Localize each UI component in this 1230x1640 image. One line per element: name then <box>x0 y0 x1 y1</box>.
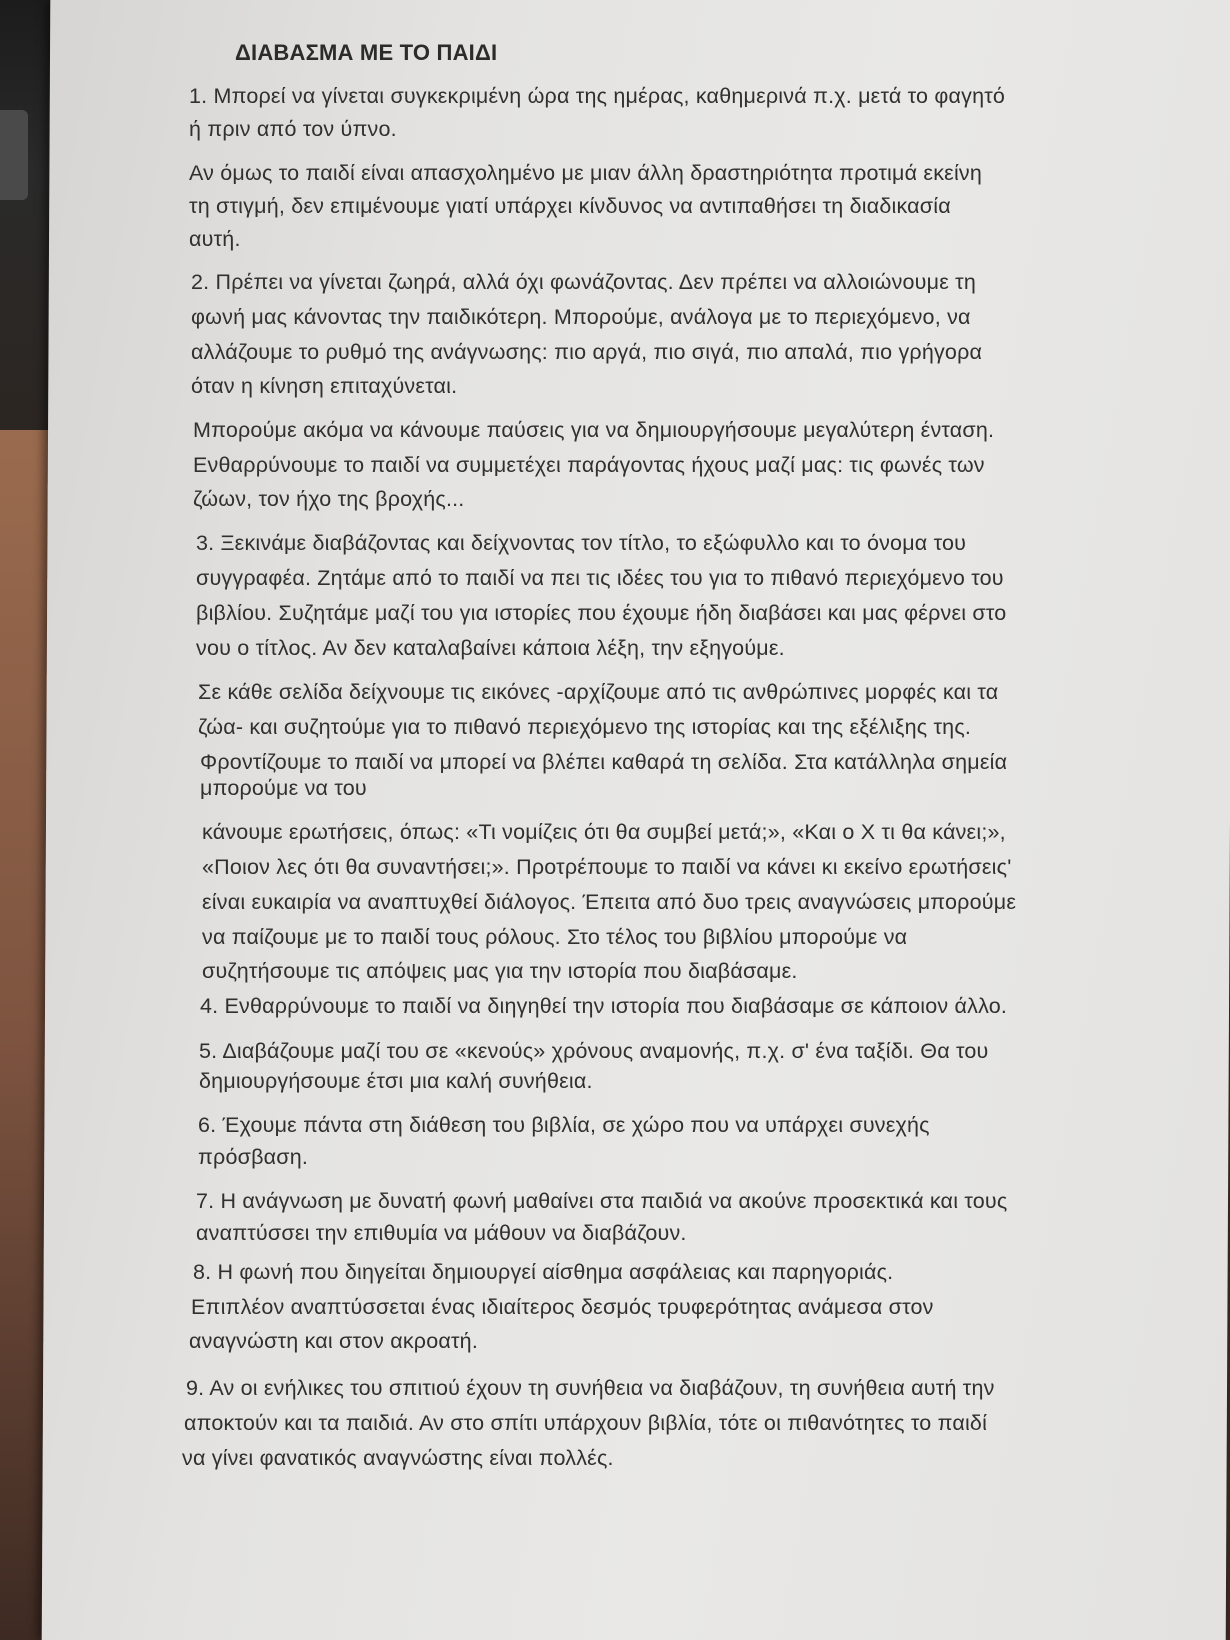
text-line: νου ο τίτλος. Αν δεν καταλαβαίνει κάποια λέξη, την εξηγούμε. <box>196 636 785 660</box>
text-line: Σε κάθε σελίδα δείχνουμε τις εικόνες -αρχίζουμε από τις ανθρώπινες μορφές και τα <box>198 680 999 704</box>
text-line: 3. Ξεκινάμε διαβάζοντας και δείχνοντας τον τίτλο, το εξώφυλλο και το όνομα του <box>196 531 967 555</box>
text-line: 1. Μπορεί να γίνεται συγκεκριμένη ώρα της ημέρας, καθημερινά π.χ. μετά το φαγητό <box>189 84 1006 108</box>
text-line: 4. Ενθαρρύνουμε το παιδί να διηγηθεί την ιστορία που διαβάσαμε σε κάποιον άλλο. <box>200 994 1008 1018</box>
text-line: δημιουργήσουμε έτσι μια καλή συνήθεια. <box>199 1069 593 1093</box>
text-line: 9. Αν οι ενήλικες του σπιτιού έχουν τη συνήθεια να διαβάζουν, τη συνήθεια αυτή την <box>186 1376 995 1400</box>
text-line: αναγνώστη και στον ακροατή. <box>189 1329 479 1353</box>
text-line: μπορούμε να του <box>200 776 367 800</box>
text-line: 8. Η φωνή που διηγείται δημιουργεί αίσθημα ασφάλειας και παρηγοριάς. <box>193 1260 894 1284</box>
text-line: ή πριν από τον ύπνο. <box>189 117 397 141</box>
text-line: είναι ευκαιρία να αναπτυχθεί διάλογος. Έπειτα από δυο τρεις αναγνώσεις μπορούμε <box>202 890 1017 914</box>
text-line: φωνή μας κάνοντας την παιδικότερη. Μπορούμε, ανάλογα με το περιεχόμενο, να <box>191 305 971 329</box>
text-line: να γίνει φανατικός αναγνώστης είναι πολλές. <box>182 1446 614 1470</box>
text-line: «Ποιον λες ότι θα συναντήσει;». Προτρέπουμε το παιδί να κάνει κι εκείνο ερωτήσεις' <box>202 855 1012 879</box>
text-line: τη στιγμή, δεν επιμένουμε γιατί υπάρχει κίνδυνος να αντιπαθήσει τη διαδικασία <box>189 194 951 218</box>
text-line: συγγραφέα. Ζητάμε από το παιδί να πει τις ιδέες του για το πιθανό περιεχόμενο του <box>196 566 1004 590</box>
text-line: Φροντίζουμε το παιδί να μπορεί να βλέπει καθαρά τη σελίδα. Στα κατάλληλα σημεία <box>200 750 1008 774</box>
text-line: να παίζουμε με το παιδί τους ρόλους. Στο τέλος του βιβλίου μπορούμε να <box>202 925 908 949</box>
text-line: βιβλίου. Συζητάμε μαζί του για ιστορίες που έχουμε ήδη διαβάσει και μας φέρνει στο <box>196 601 1007 625</box>
text-line: αυτή. <box>189 227 241 251</box>
text-line: Αν όμως το παιδί είναι απασχολημένο με μιαν άλλη δραστηριότητα προτιμά εκείνη <box>189 161 983 185</box>
text-line: συζητήσουμε τις απόψεις μας για την ιστορία που διαβάσαμε. <box>202 959 798 983</box>
text-line: ζώων, τον ήχο της βροχής... <box>193 487 465 511</box>
text-line: πρόσβαση. <box>198 1145 309 1169</box>
text-line: κάνουμε ερωτήσεις, όπως: «Τι νομίζεις ότι θα συμβεί μετά;», «Και ο Χ τι θα κάνει;», <box>202 820 1006 844</box>
text-line: 2. Πρέπει να γίνεται ζωηρά, αλλά όχι φωνάζοντας. Δεν πρέπει να αλλοιώνουμε τη <box>191 270 977 294</box>
text-line: Επιπλέον αναπτύσσεται ένας ιδιαίτερος δεσμός τρυφερότητας ανάμεσα στον <box>191 1295 934 1319</box>
document-title: ΔΙΑΒΑΣΜΑ ΜΕ ΤΟ ΠΑΙΔΙ <box>235 40 498 65</box>
text-line: 6. Έχουμε πάντα στη διάθεση του βιβλία, σε χώρο που να υπάρχει συνεχής <box>198 1113 930 1137</box>
text-line: αλλάζουμε το ρυθμό της ανάγνωσης: πιο αργά, πιο σιγά, πιο απαλά, πιο γρήγορα <box>191 340 983 364</box>
text-line: Μπορούμε ακόμα να κάνουμε παύσεις για να δημιουργήσουμε μεγαλύτερη ένταση. <box>193 418 995 442</box>
text-line: 7. Η ανάγνωση με δυνατή φωνή μαθαίνει στα παιδιά να ακούνε προσεκτικά και τους <box>196 1189 1008 1213</box>
text-line: αναπτύσσει την επιθυμία να μάθουν να διαβάζουν. <box>196 1221 687 1245</box>
text-line: ζώα- και συζητούμε για το πιθανό περιεχόμενο της ιστορίας και της εξέλιξης της. <box>198 715 972 739</box>
text-line: Ενθαρρύνουμε το παιδί να συμμετέχει παράγοντας ήχους μαζί μας: τις φωνές των <box>193 453 985 477</box>
text-line: όταν η κίνηση επιταχύνεται. <box>191 374 458 398</box>
text-line: αποκτούν και τα παιδιά. Αν στο σπίτι υπάρχουν βιβλία, τότε οι πιθανότητες το παιδί <box>184 1411 988 1435</box>
device-edge <box>0 110 28 200</box>
text-line: 5. Διαβάζουμε μαζί του σε «κενούς» χρόνους αναμονής, π.χ. σ' ένα ταξίδι. Θα του <box>199 1039 989 1063</box>
